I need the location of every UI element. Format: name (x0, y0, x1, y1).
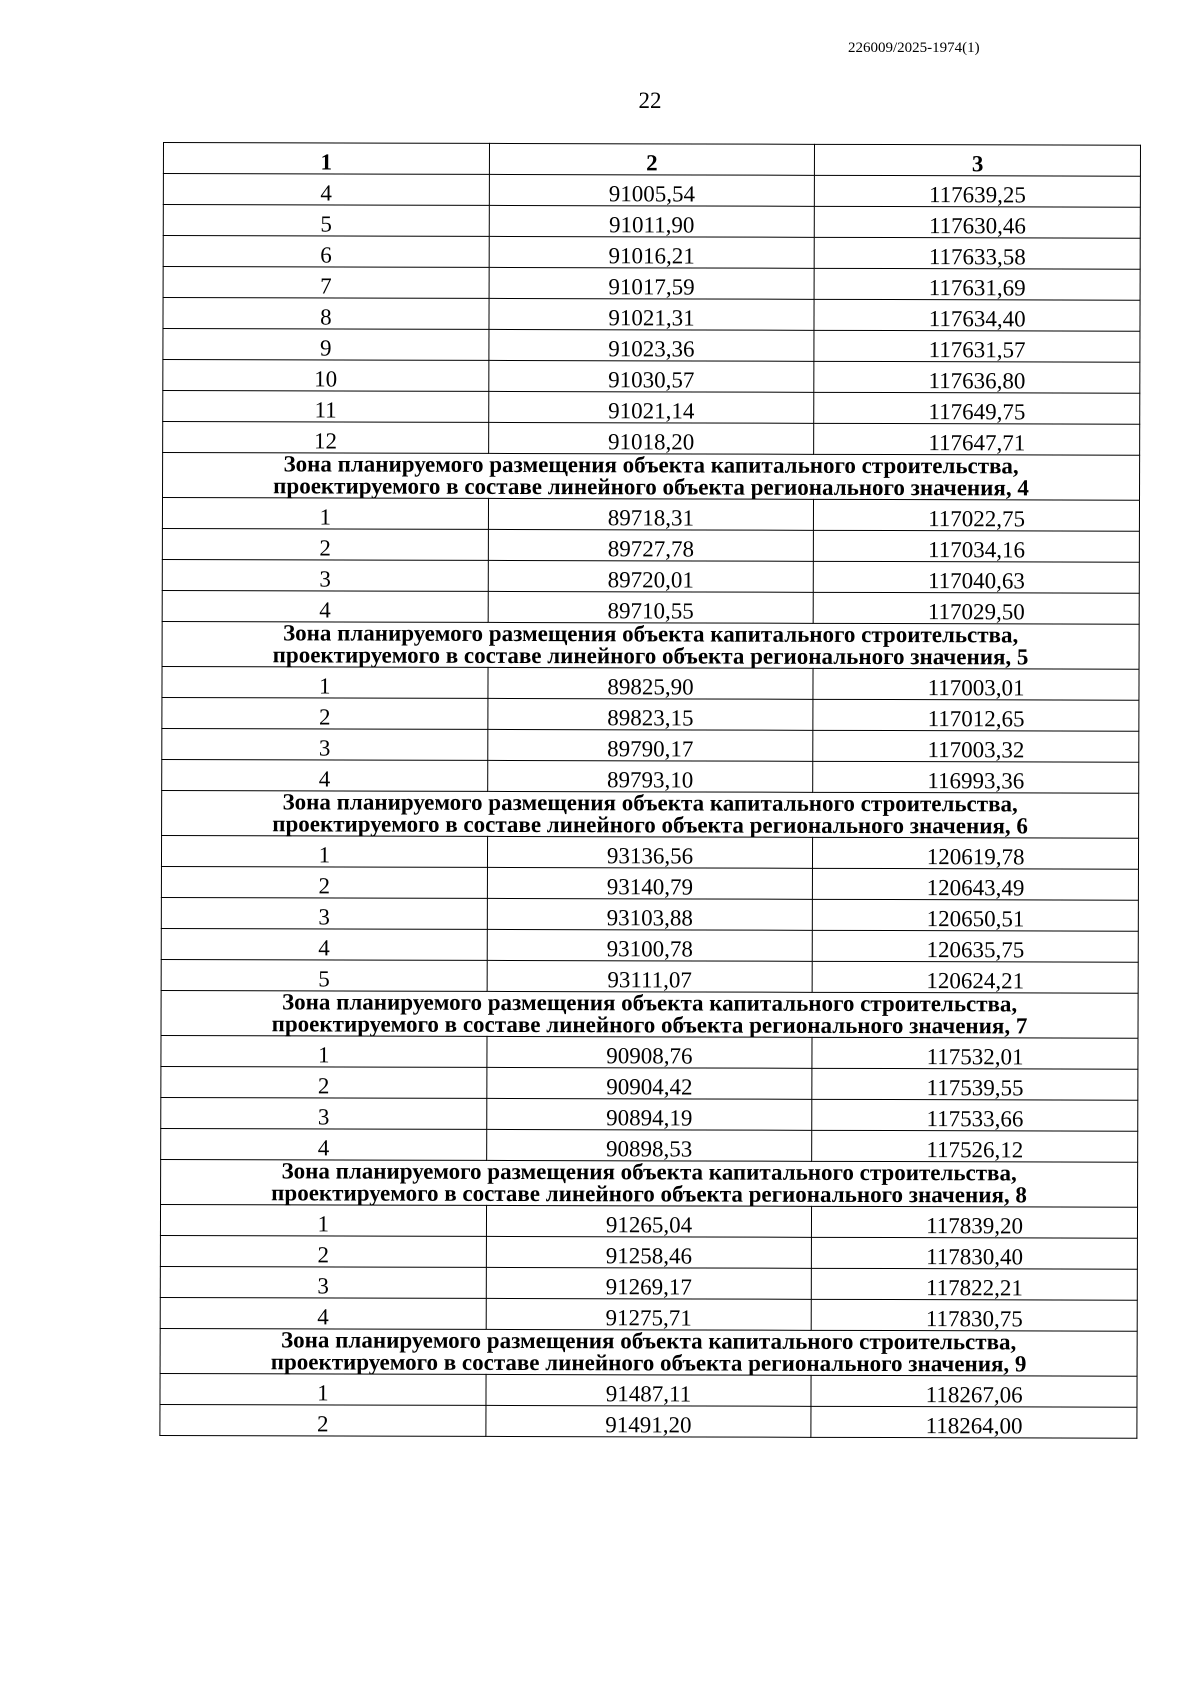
y-coordinate-cell: 120643,49 (813, 868, 1139, 900)
x-coordinate-cell: 91030,57 (488, 360, 814, 392)
table-row (160, 1204, 1137, 1238)
table-row (160, 1235, 1137, 1269)
point-number-cell: 2 (160, 1404, 486, 1436)
x-coordinate-cell: 90908,76 (487, 1036, 813, 1068)
point-number-cell: 3 (162, 559, 488, 591)
table-row (163, 391, 1140, 425)
section-row (161, 1159, 1138, 1207)
y-coordinate-cell: 117539,55 (812, 1068, 1138, 1100)
point-number-cell: 4 (162, 759, 488, 791)
y-coordinate-cell: 117634,40 (814, 299, 1140, 331)
point-number-cell: 3 (161, 1097, 487, 1129)
y-coordinate-cell: 117532,01 (812, 1037, 1138, 1069)
y-coordinate-cell: 120650,51 (813, 899, 1139, 931)
point-number-cell: 1 (161, 1035, 487, 1067)
x-coordinate-cell: 91487,11 (486, 1374, 812, 1406)
table-row (162, 559, 1139, 593)
x-coordinate-cell: 91016,21 (489, 236, 815, 268)
table-row (163, 174, 1140, 208)
x-coordinate-cell: 91258,46 (486, 1236, 812, 1268)
section-title-line-1: Зона планируемого размещения объекта капитального строительства, (281, 989, 1018, 1017)
x-coordinate-cell: 90894,19 (486, 1098, 812, 1130)
table-row (160, 1373, 1137, 1407)
table-header (163, 143, 1140, 177)
header-col-1: 1 (163, 143, 489, 175)
table-row (161, 928, 1138, 962)
y-coordinate-cell: 118264,00 (811, 1406, 1137, 1438)
table-row (163, 422, 1140, 456)
section-row (160, 1328, 1137, 1376)
table-row (161, 1035, 1138, 1069)
section-title (161, 990, 1138, 1038)
table-row (161, 897, 1138, 931)
y-coordinate-cell: 117003,01 (813, 668, 1139, 700)
y-coordinate-cell: 117630,46 (815, 206, 1141, 238)
section-title (161, 1159, 1138, 1207)
document-number: 226009/2025-1974(1) (848, 40, 980, 56)
table-row (161, 1066, 1138, 1100)
x-coordinate-cell: 93103,88 (487, 898, 813, 930)
section-row (162, 790, 1139, 838)
section-title-line-1: Зона планируемого размещения объекта капитального строительства, (281, 1327, 1017, 1355)
x-coordinate-cell: 91011,90 (489, 205, 815, 237)
header-col-2: 2 (489, 143, 815, 175)
table-row (163, 236, 1140, 270)
point-number-cell: 2 (162, 697, 488, 729)
section-title (162, 790, 1139, 838)
y-coordinate-cell: 120619,78 (813, 837, 1139, 869)
x-coordinate-cell: 91018,20 (488, 422, 814, 454)
table-row (161, 959, 1138, 993)
table-row (162, 759, 1139, 793)
x-coordinate-cell: 93140,79 (487, 867, 813, 899)
y-coordinate-cell: 116993,36 (813, 761, 1139, 793)
header-row (163, 143, 1140, 177)
point-number-cell: 4 (163, 174, 489, 206)
x-coordinate-cell: 91021,14 (488, 391, 814, 423)
point-number-cell: 2 (160, 1235, 486, 1267)
page-number: 22 (638, 88, 662, 113)
table-row (163, 329, 1140, 363)
x-coordinate-cell: 91023,36 (489, 329, 815, 361)
x-coordinate-cell: 89727,78 (488, 529, 814, 561)
x-coordinate-cell: 89825,90 (488, 667, 814, 699)
section-row (163, 453, 1140, 501)
point-number-cell: 2 (161, 1066, 487, 1098)
section-title (162, 621, 1139, 669)
x-coordinate-cell: 90898,53 (486, 1129, 812, 1161)
x-coordinate-cell: 89710,55 (488, 591, 814, 623)
table-row (163, 360, 1140, 394)
point-number-cell: 1 (160, 1204, 486, 1236)
section-title-line-2: проектируемого в составе линейного объекта регионального значения, 4 (273, 473, 1029, 501)
section-row (162, 621, 1139, 669)
point-number-cell: 1 (162, 498, 488, 530)
y-coordinate-cell: 117649,75 (814, 392, 1140, 424)
table-row (161, 866, 1138, 900)
y-coordinate-cell: 117636,80 (814, 361, 1140, 393)
point-number-cell: 3 (161, 897, 487, 929)
x-coordinate-cell: 89720,01 (488, 560, 814, 592)
table-row (163, 205, 1140, 239)
table-row (162, 528, 1139, 562)
section-title-line-2: проектируемого в составе линейного объекта регионального значения, 9 (270, 1349, 1027, 1377)
x-coordinate-cell: 91021,31 (489, 298, 815, 330)
table-row (162, 666, 1139, 700)
y-coordinate-cell: 117533,66 (812, 1099, 1138, 1131)
x-coordinate-cell: 91275,71 (486, 1298, 812, 1330)
y-coordinate-cell: 117822,21 (812, 1268, 1138, 1300)
y-coordinate-cell: 117029,50 (813, 592, 1139, 624)
y-coordinate-cell: 117040,63 (814, 561, 1140, 593)
point-number-cell: 5 (163, 205, 489, 237)
x-coordinate-cell: 90904,42 (486, 1067, 812, 1099)
table-row (160, 1404, 1137, 1438)
section-title-line-2: проектируемого в составе линейного объекта регионального значения, 5 (272, 642, 1029, 670)
section-title-line-1: Зона планируемого размещения объекта капитального строительства, (283, 451, 1019, 479)
y-coordinate-cell: 117034,16 (814, 530, 1140, 562)
table-row (163, 267, 1140, 301)
table-row (163, 298, 1140, 332)
table-row (161, 835, 1138, 869)
table-row (160, 1266, 1137, 1300)
section-title (163, 453, 1140, 501)
y-coordinate-cell: 117839,20 (812, 1206, 1138, 1238)
point-number-cell: 1 (161, 835, 487, 867)
point-number-cell: 12 (163, 422, 489, 454)
table-row (161, 1097, 1138, 1131)
y-coordinate-cell: 117526,12 (812, 1130, 1138, 1162)
y-coordinate-cell: 117631,69 (814, 268, 1140, 300)
y-coordinate-cell: 118267,06 (811, 1375, 1137, 1407)
table-row (162, 697, 1139, 731)
y-coordinate-cell: 117830,40 (812, 1237, 1138, 1269)
section-title-line-1: Зона планируемого размещения объекта капитального строительства, (281, 1158, 1017, 1186)
point-number-cell: 4 (161, 928, 487, 960)
point-number-cell: 5 (161, 959, 487, 991)
y-coordinate-cell: 120624,21 (812, 961, 1138, 993)
y-coordinate-cell: 117633,58 (814, 237, 1140, 269)
table-row (162, 498, 1139, 532)
x-coordinate-cell: 93100,78 (487, 929, 813, 961)
y-coordinate-cell: 117022,75 (814, 499, 1140, 531)
y-coordinate-cell: 117639,25 (815, 175, 1141, 207)
y-coordinate-cell: 117003,32 (813, 730, 1139, 762)
point-number-cell: 4 (161, 1128, 487, 1160)
point-number-cell: 8 (163, 298, 489, 330)
point-number-cell: 2 (162, 528, 488, 560)
x-coordinate-cell: 89718,31 (488, 498, 814, 530)
point-number-cell: 10 (163, 360, 489, 392)
x-coordinate-cell: 89790,17 (487, 729, 813, 761)
section-title-line-2: проектируемого в составе линейного объекта регионального значения, 8 (271, 1180, 1027, 1208)
point-number-cell: 1 (162, 666, 488, 698)
point-number-cell: 3 (160, 1266, 486, 1298)
x-coordinate-cell: 89793,10 (487, 760, 813, 792)
y-coordinate-cell: 117631,57 (814, 330, 1140, 362)
section-title-line-2: проектируемого в составе линейного объекта регионального значения, 6 (272, 811, 1028, 839)
y-coordinate-cell: 117012,65 (813, 699, 1139, 731)
y-coordinate-cell: 120635,75 (813, 930, 1139, 962)
point-number-cell: 11 (163, 391, 489, 423)
table-row (161, 1128, 1138, 1162)
section-title (160, 1328, 1137, 1376)
x-coordinate-cell: 89823,15 (488, 698, 814, 730)
point-number-cell: 4 (162, 590, 488, 622)
point-number-cell: 1 (160, 1373, 486, 1405)
header-col-3: 3 (815, 144, 1141, 176)
x-coordinate-cell: 91269,17 (486, 1267, 812, 1299)
x-coordinate-cell: 91491,20 (486, 1405, 812, 1437)
table-row (162, 590, 1139, 624)
coordinates-table (159, 142, 1141, 1439)
point-number-cell: 4 (160, 1297, 486, 1329)
y-coordinate-cell: 117830,75 (811, 1299, 1137, 1331)
x-coordinate-cell: 91017,59 (489, 267, 815, 299)
point-number-cell: 3 (162, 728, 488, 760)
section-title-line-2: проектируемого в составе линейного объекта регионального значения, 7 (271, 1011, 1028, 1039)
point-number-cell: 7 (163, 267, 489, 299)
section-title-line-1: Зона планируемого размещения объекта капитального строительства, (282, 789, 1018, 817)
y-coordinate-cell: 117647,71 (814, 423, 1140, 455)
table-body (160, 174, 1141, 1439)
table-row (160, 1297, 1137, 1331)
x-coordinate-cell: 91265,04 (486, 1205, 812, 1237)
x-coordinate-cell: 93111,07 (487, 960, 813, 992)
point-number-cell: 6 (163, 236, 489, 268)
x-coordinate-cell: 91005,54 (489, 174, 815, 206)
table-row (162, 728, 1139, 762)
x-coordinate-cell: 93136,56 (487, 836, 813, 868)
section-title-line-1: Зона планируемого размещения объекта капитального строительства, (282, 620, 1019, 648)
section-row (161, 990, 1138, 1038)
point-number-cell: 9 (163, 329, 489, 361)
point-number-cell: 2 (161, 866, 487, 898)
